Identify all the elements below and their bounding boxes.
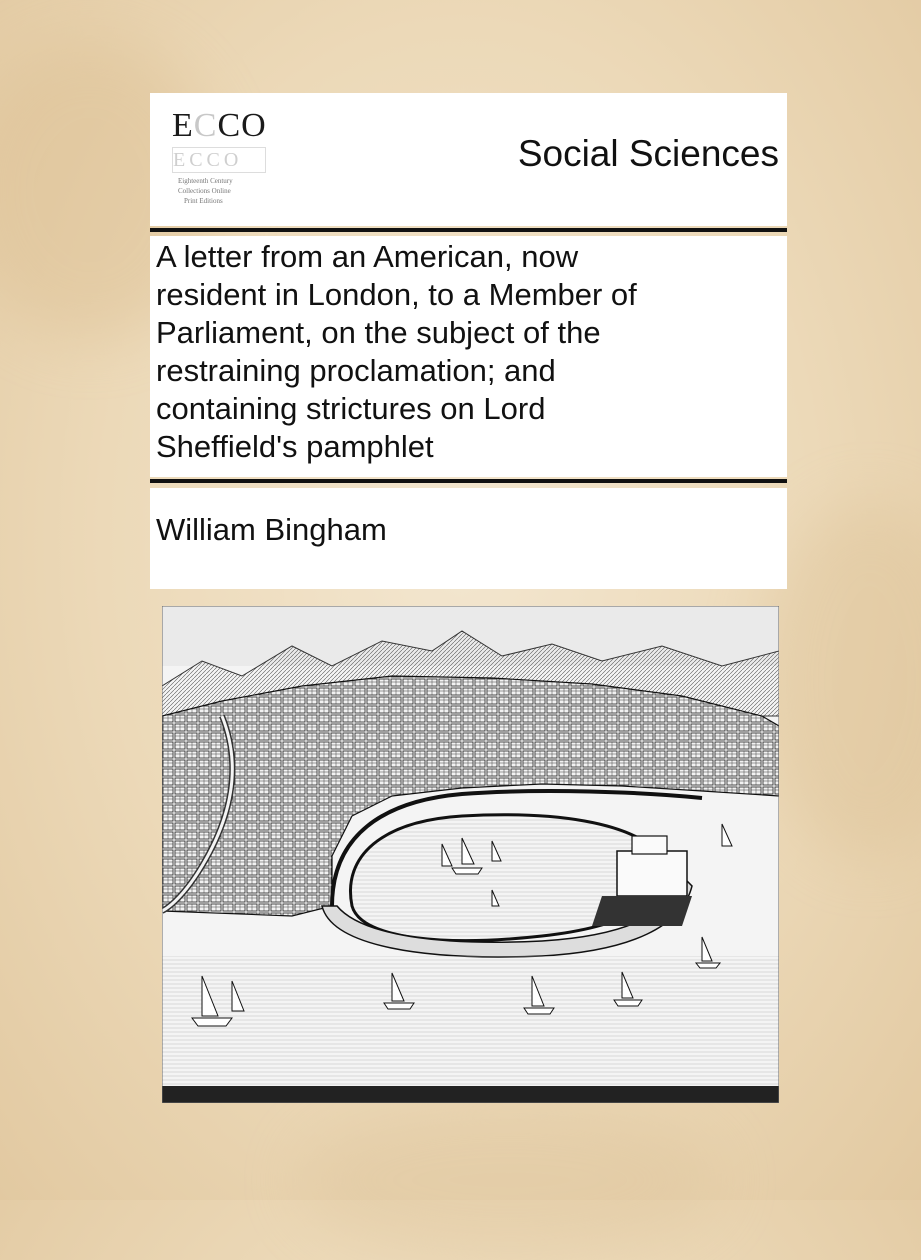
author-block: [150, 488, 787, 589]
book-title-line: restraining proclamation; and: [156, 353, 556, 388]
ecco-logo: [168, 107, 272, 215]
logo-subtitle: Eighteenth Century: [178, 177, 233, 185]
paper-stain: [300, 1100, 720, 1260]
title-block: [150, 236, 787, 477]
divider-rule: [150, 479, 787, 483]
harbour-city-engraving: [162, 606, 779, 1103]
series-header: [150, 93, 787, 226]
book-title-line: Parliament, on the subject of the: [156, 315, 601, 350]
logo-subtitle: Collections Online: [178, 187, 231, 195]
book-title: [156, 238, 781, 466]
logo-ghost-letters: ECCO: [172, 147, 266, 173]
book-title-line: Sheffield's pamphlet: [156, 429, 434, 464]
book-title-line: containing strictures on Lord: [156, 391, 546, 426]
divider-rule: [150, 228, 787, 232]
series-title: Social Sciences: [517, 133, 779, 174]
engraving-border: [162, 1086, 779, 1103]
book-title-line: A letter from an American, now: [156, 239, 579, 274]
logo-letters: ECCO: [172, 107, 267, 144]
open-sea: [162, 956, 779, 1086]
logo-subtitle: Print Editions: [184, 197, 223, 205]
author-name: William Bingham: [156, 512, 387, 547]
book-title-line: resident in London, to a Member of: [156, 277, 637, 312]
